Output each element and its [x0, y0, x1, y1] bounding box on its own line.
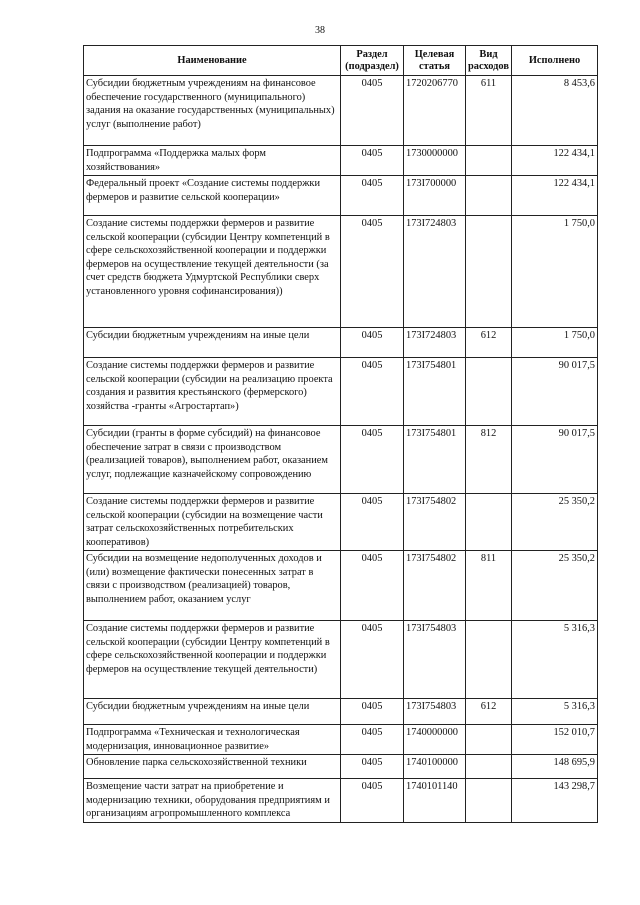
cell-expense [466, 755, 512, 779]
table-row [84, 216, 598, 328]
cell-article: 173I700000 [404, 176, 466, 216]
header-amount: Исполнено [512, 46, 598, 76]
cell-section: 0405 [341, 551, 404, 621]
cell-section: 0405 [341, 621, 404, 699]
cell-article: 1740100000 [404, 755, 466, 779]
cell-section: 0405 [341, 494, 404, 551]
cell-name: Подпрограмма «Поддержка малых форм хозяйствования» [84, 146, 341, 176]
table-row [84, 725, 598, 755]
cell-article: 173I754801 [404, 426, 466, 494]
table-row [84, 328, 598, 358]
cell-expense [466, 176, 512, 216]
cell-amount: 8 453,6 [512, 76, 598, 146]
table-row [84, 755, 598, 779]
header-section: Раздел (подраздел) [341, 46, 404, 76]
header-article: Целевая статья [404, 46, 466, 76]
cell-name: Создание системы поддержки фермеров и развитие сельской кооперации (субсидии на возмещение части затрат сельскохозяйственных потребительских кооперативов) [84, 494, 341, 551]
cell-article: 173I724803 [404, 328, 466, 358]
cell-section: 0405 [341, 725, 404, 755]
table-row [84, 494, 598, 551]
cell-article: 173I754803 [404, 699, 466, 725]
cell-expense: 812 [466, 426, 512, 494]
cell-name: Подпрограмма «Техническая и технологическая модернизация, инновационное развитие» [84, 725, 341, 755]
cell-article: 173I754802 [404, 494, 466, 551]
header-expense: Вид расходов [466, 46, 512, 76]
cell-name: Создание системы поддержки фермеров и развитие сельской кооперации (субсидии Центру компетенций в сфере сельскохозяйственной кооперации и поддержки фермеров на осуществление текущей деятельности (за счет средств бюджета Удмуртской Республики сверх установленного уровня софинансирования)) [84, 216, 341, 328]
cell-section: 0405 [341, 699, 404, 725]
cell-name: Обновление парка сельскохозяйственной техники [84, 755, 341, 779]
cell-section: 0405 [341, 755, 404, 779]
cell-section: 0405 [341, 779, 404, 823]
cell-name: Субсидии бюджетным учреждениям на иные цели [84, 699, 341, 725]
cell-article: 173I724803 [404, 216, 466, 328]
budget-table [83, 45, 598, 823]
cell-section: 0405 [341, 76, 404, 146]
cell-expense: 811 [466, 551, 512, 621]
table-header-row [84, 46, 598, 76]
cell-article: 173I754801 [404, 358, 466, 426]
table-row [84, 358, 598, 426]
table-row [84, 176, 598, 216]
cell-article: 1730000000 [404, 146, 466, 176]
cell-article: 173I754803 [404, 621, 466, 699]
cell-amount: 122 434,1 [512, 176, 598, 216]
cell-amount: 90 017,5 [512, 426, 598, 494]
cell-amount: 122 434,1 [512, 146, 598, 176]
cell-name: Субсидии бюджетным учреждениям на иные цели [84, 328, 341, 358]
table-row [84, 699, 598, 725]
cell-name: Субсидии (гранты в форме субсидий) на финансовое обеспечение затрат в связи с производством (реализацией товаров), выполнением работ, оказанием услуг, подлежащие казначейскому сопровождению [84, 426, 341, 494]
cell-amount: 5 316,3 [512, 621, 598, 699]
cell-name: Субсидии на возмещение недополученных доходов и (или) возмещение фактически понесенных затрат в связи с производством (реализацией) товаров, выполнением работ, оказанием услуг [84, 551, 341, 621]
cell-article: 1720206770 [404, 76, 466, 146]
cell-article: 173I754802 [404, 551, 466, 621]
table-row [84, 146, 598, 176]
page-number: 38 [315, 25, 325, 36]
cell-amount: 148 695,9 [512, 755, 598, 779]
cell-article: 1740101140 [404, 779, 466, 823]
table-row [84, 76, 598, 146]
cell-expense [466, 621, 512, 699]
cell-article: 1740000000 [404, 725, 466, 755]
cell-name: Федеральный проект «Создание системы поддержки фермеров и развитие сельской кооперации» [84, 176, 341, 216]
cell-amount: 1 750,0 [512, 328, 598, 358]
cell-name: Создание системы поддержки фермеров и развитие сельской кооперации (субсидии Центру компетенций в сфере сельскохозяйственной кооперации и поддержки фермеров на осуществление текущей деятельности) [84, 621, 341, 699]
cell-expense: 612 [466, 699, 512, 725]
cell-amount: 152 010,7 [512, 725, 598, 755]
table-row [84, 779, 598, 823]
cell-expense [466, 146, 512, 176]
cell-section: 0405 [341, 358, 404, 426]
cell-section: 0405 [341, 426, 404, 494]
cell-name: Субсидии бюджетным учреждениям на финансовое обеспечение государственного (муниципального) задания на оказание государственных (муниципальных) услуг (выполнение работ) [84, 76, 341, 146]
cell-amount: 25 350,2 [512, 494, 598, 551]
cell-expense: 611 [466, 76, 512, 146]
cell-name: Создание системы поддержки фермеров и развитие сельской кооперации (субсидии на реализацию проекта создания и развития крестьянского (фермерского) хозяйства -гранты «Агростартап») [84, 358, 341, 426]
cell-amount: 1 750,0 [512, 216, 598, 328]
cell-amount: 143 298,7 [512, 779, 598, 823]
cell-section: 0405 [341, 328, 404, 358]
cell-expense [466, 216, 512, 328]
table-row [84, 551, 598, 621]
table-row [84, 426, 598, 494]
cell-section: 0405 [341, 146, 404, 176]
header-name: Наименование [84, 46, 341, 76]
cell-expense [466, 779, 512, 823]
cell-amount: 25 350,2 [512, 551, 598, 621]
cell-amount: 90 017,5 [512, 358, 598, 426]
cell-expense [466, 725, 512, 755]
cell-expense: 612 [466, 328, 512, 358]
cell-name: Возмещение части затрат на приобретение и модернизацию техники, оборудования предприятиям и организациям агропромышленного комплекса [84, 779, 341, 823]
cell-expense [466, 494, 512, 551]
cell-section: 0405 [341, 216, 404, 328]
cell-section: 0405 [341, 176, 404, 216]
cell-amount: 5 316,3 [512, 699, 598, 725]
cell-expense [466, 358, 512, 426]
table-row [84, 621, 598, 699]
